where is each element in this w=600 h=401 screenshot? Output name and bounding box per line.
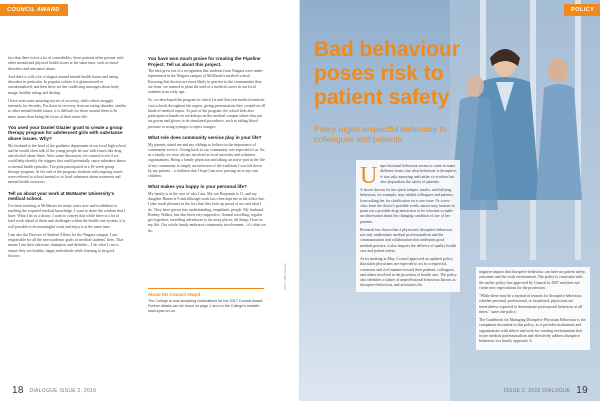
footer-label: DIALOGUE ISSUE 2, 2016	[29, 387, 97, 394]
article-paragraph: "While there may be a myriad of reasons for disruptive behaviour, whether personal, professional, or situational, physicians are nevertheless expected to demonstrate professional behaviour at all times," states the policy.	[479, 294, 583, 314]
question-heading: Tell us about your work at McMaster University's medical school.	[8, 190, 115, 202]
article-column-2	[476, 267, 590, 350]
article-column-1	[356, 160, 460, 292]
question-heading: What role does community service play in your life?	[148, 134, 262, 140]
question-heading: You have won much praise for creating the Pipeline Project. Tell us about this project.	[148, 56, 261, 67]
sidebar-divider	[148, 288, 264, 289]
lead-paragraph	[360, 163, 457, 189]
sidebar-body: The College is now accepting nominations for the 2017 Council Award. Further details can be found on page 1 and on the College's website www.cpso.on.ca.	[148, 299, 264, 313]
answer-paragraph: I've been teaching at McMaster for many years now and in addition to teaching the required medical knowledge, I want to share the wisdom that I have. What I do as a doctor. I want to convey that while there is a lot of hard work ahead of them and challenges within the health-care system, it is still possible to do meaningful work and enjoy it at the same time.	[8, 203, 126, 229]
intro-paragraph-1: fact that there exists a lot of comorbidity; these patients often present with other mental and physical health issues at the same time, such as mood disorders and substance abuse.	[8, 56, 124, 71]
article-paragraph: Research has shown that a physician's disruptive behaviour not only undermines medical professionalism and the communication and collaboration that underpins good medical practice, it also impacts the delivery of quality health care and patient safety.	[360, 227, 456, 253]
answer-paragraph: My husband is the head of the guidance department at our local high school and he would often talk of the young people he saw with issues like drug and alcohol abuse there. After some discussion, we wanted to see if we could help identify the triggers that could potentially cause substance abuse or mental health episodes. The girls participated in a 10-week group therapy program. At the end of the program, students with ongoing issues were referred to school mental or to local substance abuse treatment and mental health resources.	[8, 143, 126, 185]
article-paragraph: As its meeting in May, Council approved an updated policy that states physicians are expected to act in a respectful, courteous and civil manner toward their patients, colleagues, and others involved in the provision of health care. The policy also identifies a subset of unprofessional behaviour known as disruptive behaviour, and articulates the	[360, 257, 457, 288]
article-paragraph: A doctor known for her quick temper, insults, and bullying behaviour, for example, may inhibit colleagues and patients from asking her for clarification on a care issue. Or a new class from the doctor's possible wrath, nurses may hesitate to point out a possible drug interaction or be reluctant to make an observation about the changing condition of one of her patients.	[360, 188, 455, 224]
left-footer	[8, 385, 96, 396]
question-heading: You used your Daniel Glazier grant to create a group therapy program for adolescent girls with substance abuse issues. Why?	[8, 124, 123, 141]
intro-paragraph-3: I have seen some amazing stories of recovery, while others struggle intensely for decades. For those in recovery from an eating disorder, similar to other mental health issues, it is difficult for those around them to be more aware than being the focus of their entire life.	[8, 98, 126, 119]
lead-text: nprofessional behaviour seems to come in many different forms, but what behaviour is disruptive, it was only annoying and rattles co-workers but also jeopardizes the safety of patients.	[380, 164, 457, 184]
left-column-1	[8, 56, 126, 262]
page-number: 18	[12, 385, 24, 396]
right-footer	[504, 385, 592, 396]
answer-paragraph: My family is at the core of who I am. My son Benjamin is 11, and my daughter Hanna is 9 and although work has often kept me at the office late, I take much pleasure in the fact that they look up proud of me and what I do. They have grown into understanding, empathetic people. My husband, Rodney Walker, has also been very supportive. Annual travelling, regular get-togethers, travelling adventures to far away places, all things I love in my life. Our whole family embraces community involvement – it's what we do.	[148, 191, 266, 233]
sidebar-heading: About the Council Award	[148, 292, 201, 297]
about-award-sidebar	[148, 288, 264, 314]
footer-label: ISSUE 2, 2016 DIALOGUE	[503, 387, 571, 394]
answer-paragraph: I am also the Director of Student Affairs for the Niagara campus. I am responsible for all the non-academic goals of medical students' lives. That means I am their advocate, champion and defender – I do what I can to ensure they are healthy, happy individuals while learning to be good doctors.	[8, 232, 124, 258]
section-tab-council-award: COUNCIL AWARD	[0, 4, 68, 16]
page-number: 19	[576, 385, 588, 396]
answer-paragraph: My parents raised me and my siblings to believe in the importance of community service. Giving back to our community was expected of us. So, as a family we were always involved in local activities and volunteer organizations. Being a family physician and taking an active part in the life of my community is simply an extension of the traditions I was led down by my parents – a tradition that I hope I am now passing on to my own children.	[148, 142, 266, 179]
intro-paragraph-2: And there is still a lot of stigma around mental health issues and eating disorders in particular. In popular culture it is glamourized or sensationalized, and then there are the conflicting messages about body image, healthy eating and dieting.	[8, 74, 120, 95]
article-paragraph: The Guidebook for Managing Disruptive Physician Behaviour is the companion document to this policy, as it provides institutions and organizations with advice and tools for creating environments that foster medical professionalism and effectively address disruptive behaviour in a timely approach. It	[479, 318, 586, 343]
answer-paragraph: The idea grew out of a recognition that students from Niagara were under-represented in the Niagara campus of McMaster's medical school. Knowing that doctors are more likely to practise in the communities they are from, we wanted to plant the seed of a medical career in our local students at an early age.	[148, 69, 264, 95]
answer-paragraph: So, we developed this program in which 1st and 2nd year medical students visit schools throughout the region, giving presentations they created on all kinds of medical topics. As part of the program, the school kids also participate in hands-on workshops on the medical campus where they put on gowns and gloves to do simulated procedures, such as taking blood pressure or using syringes to inject oranges.	[148, 98, 266, 129]
drop-cap: U	[360, 163, 378, 189]
article-paragraph: negative impact that disruptive behaviour can have on patient safety, outcomes and the work environment. The policy is consistent with the earlier policy first approved by Council in 2007 and does not create new expectations for the profession.	[479, 270, 586, 290]
article-subheadline: Policy urges respectful behaviour to colleagues and patients	[314, 124, 447, 144]
right-page	[300, 0, 600, 401]
question-heading: What makes you happy in your personal life?	[148, 184, 247, 190]
left-column-2	[148, 56, 266, 237]
section-tab-policy: POLICY	[564, 4, 600, 16]
article-headline: Bad behaviour poses risk to patient safety	[314, 38, 460, 109]
photo-credit: Photo: Mike Stringer	[283, 262, 287, 290]
